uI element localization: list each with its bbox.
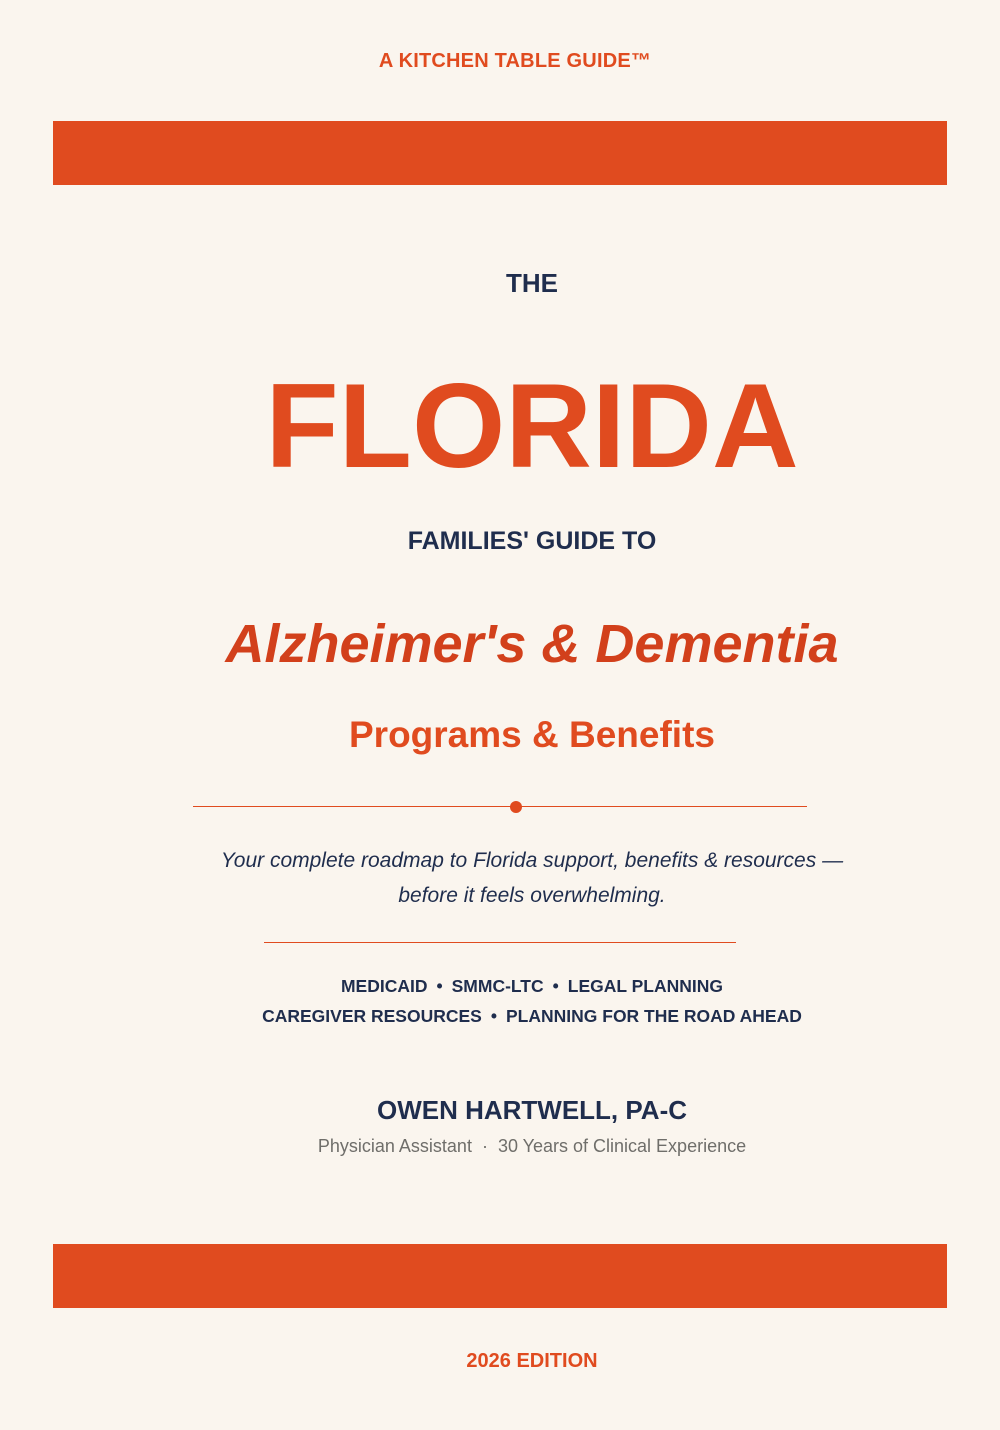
topic-item: CAREGIVER RESOURCES xyxy=(262,1006,482,1026)
divider-dot xyxy=(510,801,522,813)
dot-separator: · xyxy=(481,1136,488,1156)
topic-item: LEGAL PLANNING xyxy=(567,976,724,996)
author-role: Physician Assistant xyxy=(317,1136,472,1156)
tagline xyxy=(32,843,1000,913)
topic-item: SMMC-LTC xyxy=(451,976,544,996)
title-topic: Alzheimer's & Dementia xyxy=(225,614,839,674)
topic-line-1 xyxy=(32,971,1000,1001)
edition-label: 2026 EDITION xyxy=(466,1350,598,1372)
series-name: A KITCHEN TABLE GUIDE™ xyxy=(378,50,652,72)
author-credentials xyxy=(32,1136,1000,1157)
title-lead: FAMILIES' GUIDE TO xyxy=(407,527,657,555)
tagline-line-1: Your complete roadmap to Florida support, benefits & resources — xyxy=(220,849,844,872)
title-article: THE xyxy=(506,268,558,298)
bullet-separator: • xyxy=(436,976,443,996)
tagline-line-2: before it feels overwhelming. xyxy=(398,884,666,907)
topic-item: MEDICAID xyxy=(340,976,428,996)
title-subtopic: Programs & Benefits xyxy=(349,714,715,755)
divider xyxy=(264,942,736,943)
bullet-separator: • xyxy=(490,1006,497,1026)
title-state: FLORIDA xyxy=(265,359,799,493)
top-accent-bar xyxy=(53,121,947,185)
bullet-separator: • xyxy=(552,976,559,996)
author-name: OWEN HARTWELL, PA-C xyxy=(376,1095,688,1125)
topic-line-2 xyxy=(32,1001,1000,1031)
bottom-accent-bar xyxy=(53,1244,947,1308)
divider-with-dot xyxy=(193,806,807,807)
topic-list xyxy=(32,971,1000,1031)
author-experience: 30 Years of Clinical Experience xyxy=(497,1136,747,1156)
topic-item: PLANNING FOR THE ROAD AHEAD xyxy=(506,1006,802,1026)
